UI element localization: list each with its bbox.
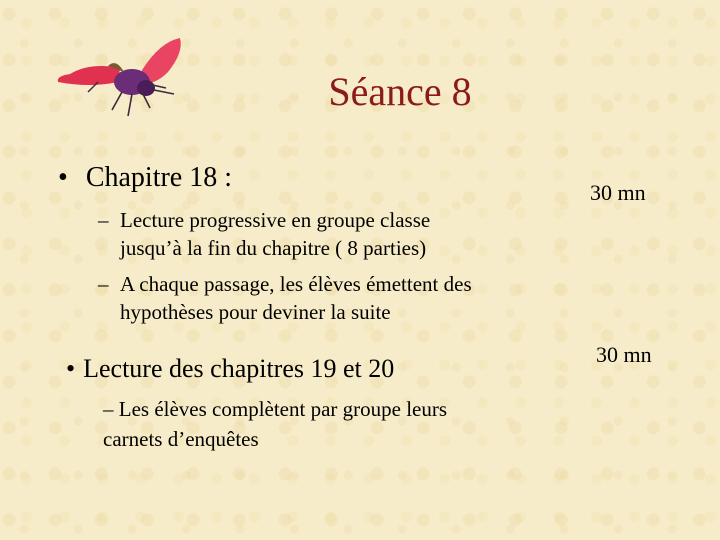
- sub-item-line: A chaque passage, les élèves émettent des: [120, 272, 472, 296]
- sub-item-line: Lecture progressive en groupe classe: [120, 208, 431, 232]
- sub-item-line: jusqu’à la fin du chapitre ( 8 parties): [120, 236, 427, 260]
- duration-label: 30 mn: [596, 342, 652, 367]
- page-title: Séance 8: [328, 69, 472, 114]
- sub-item-line: – Les élèves complètent par groupe leurs: [103, 397, 448, 421]
- bullet-text: Lecture des chapitres 19 et 20: [83, 354, 395, 383]
- sub-item-2: – A chaque passage, les élèves émettent des hypothèses pour deviner la suite: [98, 272, 472, 324]
- bullet-chapitres-19-20: [66, 354, 394, 384]
- bullet-chapitre-18: [58, 162, 232, 194]
- bullet-text: Chapitre 18 :: [85, 162, 233, 193]
- duration-label: 30 mn: [590, 180, 646, 205]
- bullet-dot: •: [58, 162, 68, 193]
- bullet-dot: •: [66, 354, 76, 383]
- sub-item-1: – Lecture progressive en groupe classe jusqu’à la fin du chapitre ( 8 parties): [98, 208, 431, 260]
- sub-item-line: hypothèses pour deviner la suite: [120, 300, 391, 324]
- sub-item-line: carnets d’enquêtes: [103, 427, 259, 451]
- sub-item-3: [103, 394, 447, 454]
